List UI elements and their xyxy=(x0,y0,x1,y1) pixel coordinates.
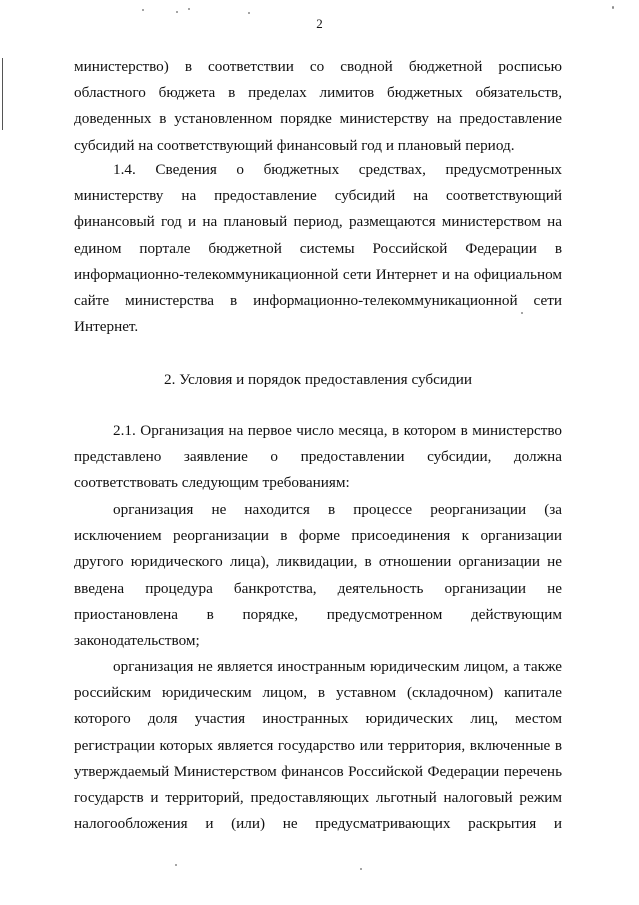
text-line: министерство) в соответствии со сводной бюджетной росписью xyxy=(74,58,562,75)
paragraph-requirement-1 xyxy=(74,497,562,654)
scan-margin-line xyxy=(2,58,3,130)
text-line: соответствовать следующим требованиям: xyxy=(74,474,350,492)
paragraph-2-1 xyxy=(74,418,562,497)
scan-speck xyxy=(176,11,178,13)
text-line: информационно-телекоммуникационной сети Интернет и на официальном xyxy=(74,265,562,283)
text-line: введена процедура банкротства, деятельность организации не xyxy=(74,579,562,597)
text-line: законодательством; xyxy=(74,632,200,650)
text-line: утверждаемый Министерством финансов Российской Федерации перечень xyxy=(74,762,562,780)
text-line: организация не является иностранным юридическим лицом, а также xyxy=(113,658,562,675)
scan-speck xyxy=(175,864,177,866)
paragraph-1-4 xyxy=(74,157,562,340)
text-line: государств и территорий, предоставляющих льготный налоговый режим xyxy=(74,789,562,807)
text-line: налогообложения и (или) не предусматривающих раскрытия и xyxy=(74,815,562,833)
scan-speck xyxy=(360,868,362,870)
section-heading: 2. Условия и порядок предоставления субсидии xyxy=(164,371,472,388)
scan-speck xyxy=(248,12,250,14)
text-line: субсидий на соответствующий финансовый год и плановый период. xyxy=(74,136,515,154)
text-line: едином портале бюджетной системы Российской Федерации в xyxy=(74,239,562,257)
scan-speck xyxy=(612,6,614,9)
text-line: представлено заявление о предоставлении субсидии, должна xyxy=(74,448,562,466)
text-line: Интернет. xyxy=(74,318,139,336)
text-line: министерству на предоставление субсидий на соответствующий xyxy=(74,187,562,205)
text-line: приостановлена в порядке, предусмотренном действующим xyxy=(74,605,562,623)
scan-speck xyxy=(142,9,144,11)
text-line: 2.1. Организация на первое число месяца, в котором в министерство xyxy=(113,422,562,439)
paragraph-1 xyxy=(74,54,562,159)
text-line: которого доля участия иностранных юридических лиц, местом xyxy=(74,710,562,728)
scan-speck xyxy=(188,8,190,10)
page-number: 2 xyxy=(316,16,323,31)
text-line: областного бюджета в пределах лимитов бюджетных обязательств, xyxy=(74,84,562,102)
text-line: исключением реорганизации в форме присоединения к организации xyxy=(74,527,562,545)
text-line: организация не находится в процессе реорганизации (за xyxy=(113,501,562,518)
text-line: российским юридическим лицом, в уставном (складочном) капитале xyxy=(74,684,562,702)
text-line: доведенных в установленном порядке министерству на предоставление xyxy=(74,110,562,128)
text-line: сайте министерства в информационно-телекоммуникационной сети xyxy=(74,292,562,310)
text-line: 1.4. Сведения о бюджетных средствах, предусмотренных xyxy=(113,161,562,178)
text-line: регистрации которых является государство или территория, включенные в xyxy=(74,736,562,754)
text-line: финансовый год и на плановый период, размещаются министерством на xyxy=(74,213,562,231)
paragraph-requirement-2 xyxy=(74,654,562,837)
text-line: другого юридического лица), ликвидации, в отношении организации не xyxy=(74,553,562,571)
